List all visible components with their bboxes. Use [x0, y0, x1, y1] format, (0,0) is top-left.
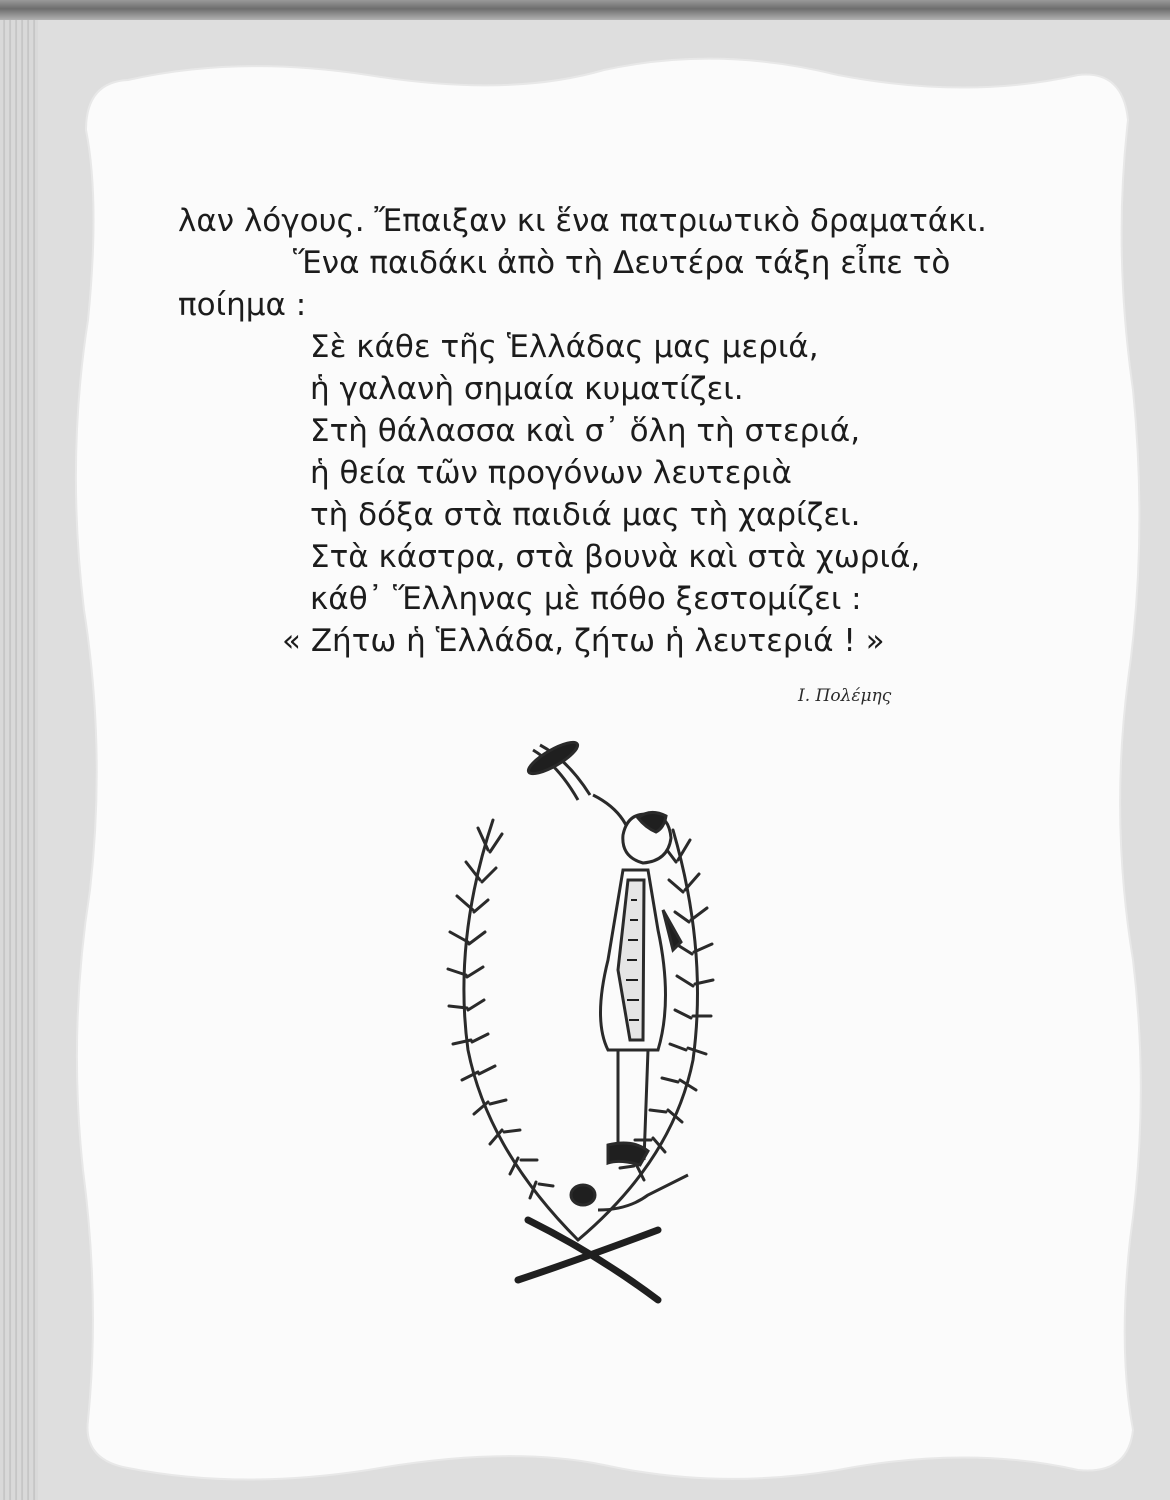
- boy-figure: [571, 812, 688, 1210]
- text-block: [178, 200, 1038, 662]
- poem-line: Σὲ κάθε τῆς Ἑλλάδας μας μεριά,: [310, 329, 819, 365]
- book-page-stack-edge: [0, 20, 40, 1500]
- trumpet: [525, 737, 633, 855]
- poem-line-final: « Ζήτω ἡ Ἑλλάδα, ζήτω ἡ λευτεριά ! »: [282, 623, 885, 659]
- poem-author: Ι. Πολέμης: [798, 686, 892, 706]
- book-top-edge: [0, 0, 1170, 22]
- poem-line: ἡ γαλανὴ σημαία κυματίζει.: [310, 371, 744, 407]
- poem-line: Στὰ κάστρα, στὰ βουνὰ καὶ στὰ χωριά,: [310, 539, 921, 575]
- poem-line: Στὴ θάλασσα καὶ σ᾽ ὅλη τὴ στεριά,: [310, 413, 861, 449]
- book-page: [38, 20, 1170, 1500]
- poem-line: κάθ᾽ Ἕλληνας μὲ πόθο ξεστομίζει :: [310, 581, 862, 617]
- paragraph-continuation: λαν λόγους. Ἔπαιξαν κι ἕνα πατριωτικὸ δραματάκι.: [178, 203, 987, 239]
- poem: [178, 326, 1038, 662]
- paragraph-poem-intro: Ἕνα παιδάκι ἀπὸ τὴ Δευτέρα τάξη εἶπε τὸ ποίημα :: [178, 245, 951, 323]
- left-laurel-branch: [448, 820, 578, 1240]
- evzone-trumpeter-laurel-icon: [408, 720, 748, 1320]
- poem-line: ἡ θεία τῶν προγόνων λευτεριὰ: [310, 455, 792, 491]
- poem-line: τὴ δόξα στὰ παιδιά μας τὴ χαρίζει.: [310, 497, 861, 533]
